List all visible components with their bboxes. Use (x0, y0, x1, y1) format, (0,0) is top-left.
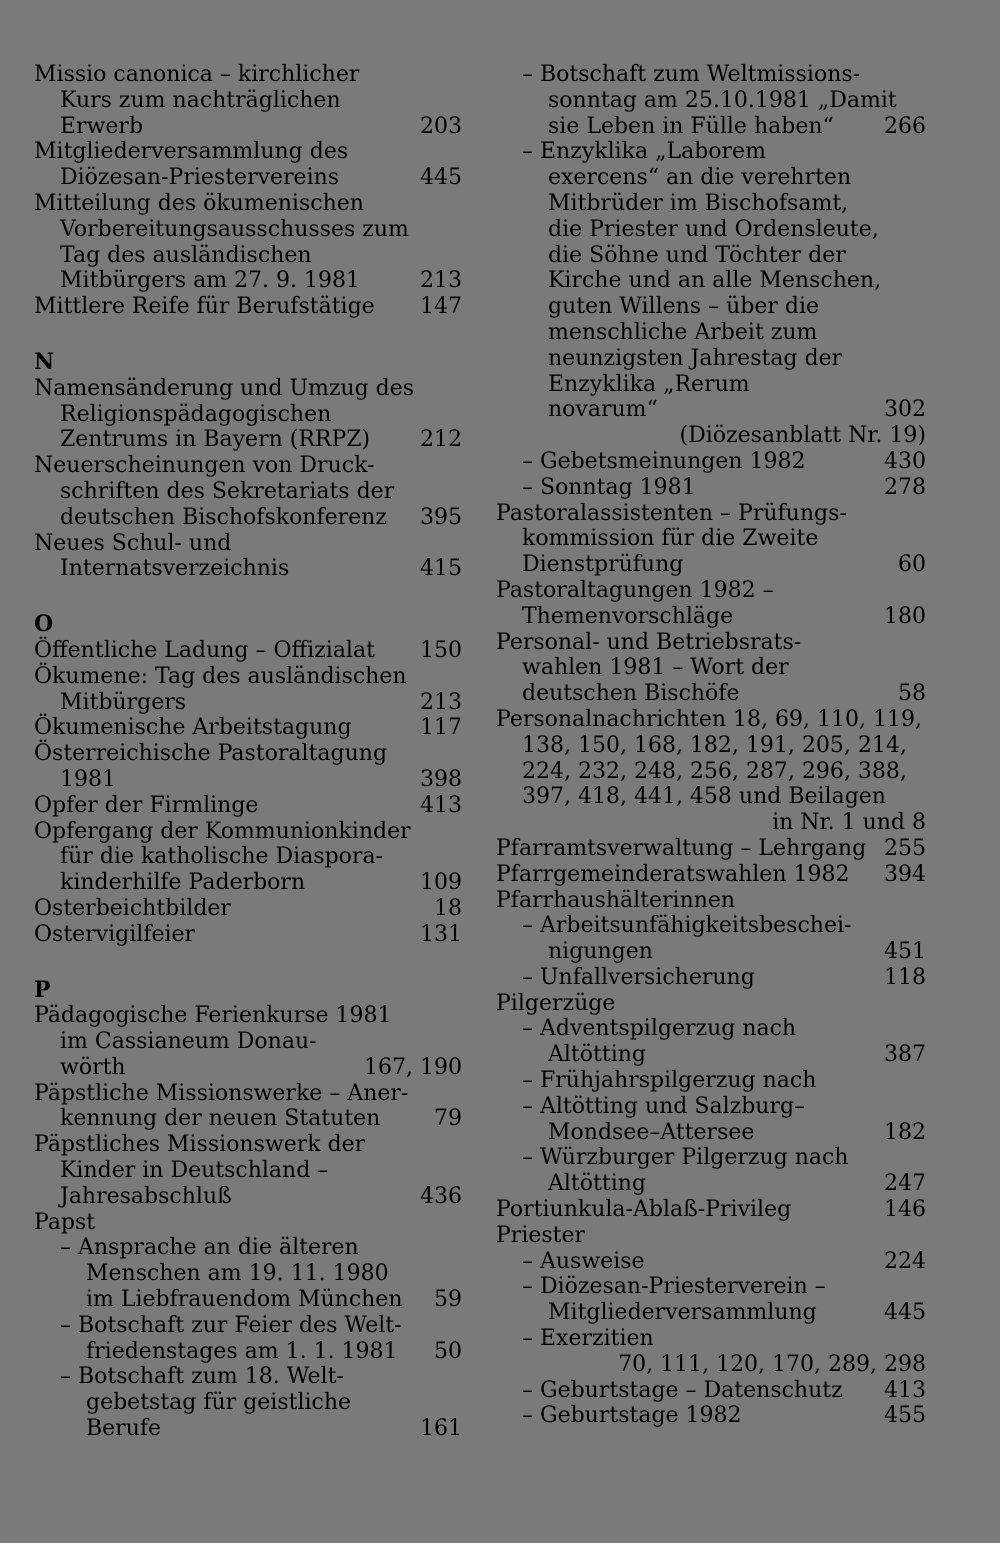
entry-text: Mitbürgers (60, 689, 187, 715)
entry-text: 397, 418, 441, 458 und Beilagen (522, 784, 886, 810)
index-entry-line (34, 844, 462, 870)
index-entry-line (496, 1068, 926, 1094)
index-entry-line (496, 114, 926, 140)
entry-text: sie Leben in Fülle haben“ (548, 113, 834, 139)
index-entry-line (496, 1249, 926, 1275)
index-entry-line (34, 1158, 462, 1184)
entry-text: Altötting (548, 1042, 646, 1068)
entry-page-ref: 50 (434, 1338, 462, 1364)
entry-text: Berufe (86, 1416, 162, 1442)
index-entry-line (34, 1364, 462, 1390)
index-entry-line (496, 423, 926, 449)
entry-text: – Geburtstage 1982 (522, 1403, 742, 1429)
entry-page-ref: 59 (434, 1287, 462, 1313)
entry-page-ref: 161 (420, 1416, 462, 1442)
index-entry-line (34, 1132, 462, 1158)
index-entry-line (34, 1313, 462, 1339)
index-entry-line (34, 1261, 462, 1287)
entry-text: Dienstprüfung (522, 552, 684, 578)
entry-text: Mitgliederversammlung des (34, 139, 349, 165)
index-entry-line (496, 913, 926, 939)
entry-text: Enzyklika „Rerum (548, 371, 750, 397)
entry-text: Pilgerzüge (496, 990, 616, 1016)
entry-text: im Cassianeum Donau- (60, 1029, 317, 1055)
index-entry-line (496, 939, 926, 965)
index-entry-line (34, 690, 462, 716)
index-entry-line (496, 1326, 926, 1352)
entry-page-ref: 394 (884, 861, 926, 887)
entry-text: Neues Schul- und (34, 530, 232, 556)
entry-text: 224, 232, 248, 256, 287, 296, 388, (522, 758, 907, 784)
entry-text: Altötting (548, 1171, 646, 1197)
index-entry-line (496, 449, 926, 475)
index-entry-line (496, 165, 926, 191)
entry-text: Erwerb (60, 113, 144, 139)
entry-text: Personalnachrichten 18, 69, 110, 119, (496, 706, 922, 732)
entry-text: Religionspädagogischen (60, 401, 332, 427)
entry-text: Kirche und an alle Menschen, (548, 268, 882, 294)
entry-page-ref: 247 (884, 1171, 926, 1197)
entry-text: Ostervigilfeier (34, 921, 196, 947)
entry-text: – Altötting und Salzburg– (522, 1093, 806, 1119)
entry-page-ref: 118 (884, 964, 926, 990)
index-entry-line (496, 268, 926, 294)
entry-page-ref: 203 (420, 113, 462, 139)
index-entry-line (34, 819, 462, 845)
index-entry-line (496, 733, 926, 759)
entry-page-ref: 387 (884, 1042, 926, 1068)
entry-text: Päpstliche Missionswerke – Aner- (34, 1080, 409, 1106)
entry-page-ref: 266 (884, 113, 926, 139)
entry-text: die Priester und Ordensleute, (548, 216, 879, 242)
index-entry-line (496, 139, 926, 165)
index-entry-line (34, 427, 462, 453)
entry-page-ref: 167, 190 (364, 1054, 462, 1080)
index-entry-line (496, 888, 926, 914)
index-entry-line (496, 862, 926, 888)
index-entry-line (496, 655, 926, 681)
index-entry-line (496, 836, 926, 862)
index-entry-line (34, 479, 462, 505)
entry-text: – Gebetsmeinungen 1982 (522, 448, 806, 474)
index-entry-line (34, 664, 462, 690)
entry-text: – Exerzitien (522, 1326, 654, 1352)
entry-text: Papst (34, 1209, 96, 1235)
entry-text: Päpstliches Missionswerk der (34, 1132, 366, 1158)
index-entry-line (496, 372, 926, 398)
index-entry-line (34, 114, 462, 140)
entry-page-ref: 60 (898, 552, 926, 578)
entry-text: Öffentliche Ladung – Offizialat (34, 637, 375, 663)
entry-text: Missio canonica – kirchlicher (34, 62, 360, 87)
index-entry-line (34, 294, 462, 320)
entry-text: – Botschaft zur Feier des Welt- (60, 1312, 402, 1338)
entry-text: Pädagogische Ferienkurse 1981 (34, 1003, 392, 1029)
index-entry-line (34, 922, 462, 948)
index-entry-line (34, 1210, 462, 1236)
entry-text: guten Willens – über die (548, 294, 819, 320)
entry-text: Ökumene: Tag des ausländischen (34, 663, 407, 689)
index-entry-line (34, 715, 462, 741)
entry-page-ref: 180 (884, 603, 926, 629)
entry-text: friedenstages am 1. 1. 1981 (86, 1338, 398, 1364)
entry-page-ref: 395 (420, 504, 462, 530)
entry-text: wörth (60, 1054, 126, 1080)
entry-text: kinderhilfe Paderborn (60, 870, 306, 896)
index-entry-line (496, 784, 926, 810)
entry-page-ref: (Diözesanblatt Nr. 19) (679, 423, 926, 449)
entry-page-ref: 213 (420, 689, 462, 715)
entry-text: novarum“ (548, 397, 658, 423)
entry-text: kommission für die Zweite (522, 526, 819, 552)
entry-text: Diözesan-Priestervereins (60, 165, 340, 191)
entry-page-ref: 212 (420, 427, 462, 453)
index-entry-line (34, 793, 462, 819)
entry-page-ref: 109 (420, 870, 462, 896)
entry-text: Pfarrgemeinderatswahlen 1982 (496, 861, 850, 887)
entry-text: – Adventspilgerzug nach (522, 1016, 797, 1042)
index-entry-line (34, 1235, 462, 1261)
index-column-right (496, 62, 926, 1429)
entry-text: – Geburtstage – Datenschutz (522, 1377, 843, 1403)
entry-text: für die katholische Diaspora- (60, 844, 383, 870)
index-entry-line (34, 767, 462, 793)
entry-text: im Liebfrauendom München (86, 1287, 403, 1313)
index-entry-line (496, 397, 926, 423)
index-entry-line (34, 217, 462, 243)
entry-text: Osterbeichtbilder (34, 895, 231, 921)
entry-page-ref: 131 (420, 921, 462, 947)
entry-page-ref: 398 (420, 766, 462, 792)
section-letter-heading: O (34, 611, 54, 638)
index-entry-line (34, 556, 462, 582)
index-entry-line (496, 1274, 926, 1300)
entry-page-ref: 150 (420, 637, 462, 663)
index-entry-line (34, 402, 462, 428)
index-entry-line (34, 1184, 462, 1210)
index-entry-line (496, 1197, 926, 1223)
index-entry-line (34, 139, 462, 165)
entry-text: Jahresabschluß (60, 1183, 232, 1209)
index-entry-line (34, 638, 462, 664)
index-entry-line (496, 475, 926, 501)
entry-text: wahlen 1981 – Wort der (522, 655, 789, 681)
index-entry-line (34, 88, 462, 114)
index-entry-line (496, 1042, 926, 1068)
index-entry-line (496, 759, 926, 785)
index-entry-line (496, 965, 926, 991)
entry-text: – Arbeitsunfähigkeitsbeschei- (522, 913, 852, 939)
entry-text: Mittlere Reife für Berufstätige (34, 294, 375, 320)
entry-text: sonntag am 25.10.1981 „Damit (548, 87, 897, 113)
index-entry-line (496, 62, 926, 88)
index-entry-line (496, 191, 926, 217)
index-entry-line (496, 1016, 926, 1042)
index-entry-line (34, 1055, 462, 1081)
entry-text: – Diözesan-Priesterverein – (522, 1274, 826, 1300)
entry-text: – Ausweise (522, 1248, 645, 1274)
index-entry-line (34, 1390, 462, 1416)
entry-page-ref: 79 (434, 1106, 462, 1132)
entry-page-ref: 146 (884, 1197, 926, 1223)
index-entry-line (34, 268, 462, 294)
entry-text: Internatsverzeichnis (60, 556, 290, 582)
index-entry-line (496, 88, 926, 114)
index-entry-line (496, 578, 926, 604)
entry-text: Ökumenische Arbeitstagung (34, 715, 352, 741)
index-entry-line (496, 1352, 926, 1378)
index-entry-line (34, 1029, 462, 1055)
index-entry-line (496, 501, 926, 527)
index-entry-line (34, 62, 462, 88)
index-entry-line (34, 1339, 462, 1365)
entry-text: 138, 150, 168, 182, 191, 205, 214, (522, 732, 907, 758)
entry-text: neunzigsten Jahrestag der (548, 345, 843, 371)
index-entry-line (496, 1120, 926, 1146)
entry-text: Mitbrüder im Bischofsamt, (548, 190, 849, 216)
entry-page-ref: 302 (884, 397, 926, 423)
index-entry-line (34, 1106, 462, 1132)
index-entry-line (496, 1378, 926, 1404)
entry-text: Vorbereitungsausschusses zum (60, 216, 409, 242)
entry-text: – Botschaft zum 18. Welt- (60, 1364, 344, 1390)
entry-page-ref: 213 (420, 268, 462, 294)
entry-text: – Ansprache an die älteren (60, 1235, 359, 1261)
entry-page-ref: 430 (884, 448, 926, 474)
entry-text: menschliche Arbeit zum (548, 319, 818, 345)
index-entry-line (496, 604, 926, 630)
index-entry-line (496, 707, 926, 733)
index-entry-line (34, 1081, 462, 1107)
index-entry-line (34, 165, 462, 191)
entry-text: – Sonntag 1981 (522, 474, 696, 500)
entry-text: Namensänderung und Umzug des (34, 375, 415, 401)
index-entry-line (34, 1416, 462, 1442)
entry-page-ref: 147 (420, 294, 462, 320)
entry-text: 1981 (60, 766, 116, 792)
entry-text: Priester (496, 1222, 586, 1248)
entry-text: Kinder in Deutschland – (60, 1158, 329, 1184)
section-letter-heading: N (34, 348, 55, 375)
entry-text: Mitgliederversammlung (548, 1300, 817, 1326)
index-entry-line (34, 896, 462, 922)
index-entry-line (34, 741, 462, 767)
index-entry-line (496, 294, 926, 320)
entry-page-ref: 413 (420, 792, 462, 818)
index-column-left (34, 62, 462, 1442)
entry-page-ref: 451 (884, 939, 926, 965)
index-entry-line (496, 243, 926, 269)
entry-text: Zentrums in Bayern (RRPZ) (60, 427, 371, 453)
entry-page-ref: 255 (884, 835, 926, 861)
entry-text: – Botschaft zum Weltmissions- (522, 62, 861, 87)
entry-page-ref: 117 (420, 715, 462, 741)
index-entry-line (34, 453, 462, 479)
entry-page-ref: 278 (884, 474, 926, 500)
index-entry-line (34, 870, 462, 896)
entry-text: – Frühjahrspilgerzug nach (522, 1068, 817, 1094)
entry-page-ref: 455 (884, 1403, 926, 1429)
index-entry-line (496, 526, 926, 552)
entry-text: Opfer der Firmlinge (34, 792, 259, 818)
entry-text: Pfarrhaushälterinnen (496, 887, 736, 913)
index-entry-line (496, 1223, 926, 1249)
entry-text: kennung der neuen Statuten (60, 1106, 381, 1132)
entry-page-ref: 445 (884, 1300, 926, 1326)
entry-text: gebetstag für geistliche (86, 1390, 352, 1416)
entry-page-ref: 70, 111, 120, 170, 289, 298 (618, 1351, 926, 1377)
entry-text: Pastoralassistenten – Prüfungs- (496, 500, 847, 526)
entry-text: Themenvorschläge (522, 603, 734, 629)
entry-page-ref: 413 (884, 1377, 926, 1403)
entry-text: deutschen Bischofskonferenz (60, 504, 387, 530)
entry-text: Menschen am 19. 11. 1980 (86, 1261, 389, 1287)
entry-text: – Unfallversicherung (522, 964, 755, 990)
entry-text: deutschen Bischöfe (522, 681, 740, 707)
index-entry-line (34, 376, 462, 402)
entry-text: Mondsee–Attersee (548, 1119, 755, 1145)
index-entry-line (496, 681, 926, 707)
entry-page-ref: in Nr. 1 und 8 (772, 810, 926, 836)
entry-text: Neuerscheinungen von Druck- (34, 453, 375, 479)
entry-page-ref: 58 (898, 681, 926, 707)
index-entry-line (496, 217, 926, 243)
index-entry-line (496, 810, 926, 836)
entry-text: Tag des ausländischen (60, 242, 312, 268)
index-entry-line (34, 191, 462, 217)
index-entry-line (496, 320, 926, 346)
index-entry-line (496, 552, 926, 578)
entry-text: schriften des Sekretariats der (60, 478, 395, 504)
entry-text: Österreichische Pastoraltagung (34, 741, 388, 767)
entry-text: – Würzburger Pilgerzug nach (522, 1145, 849, 1171)
index-entry-line (496, 1171, 926, 1197)
entry-text: Personal- und Betriebsrats- (496, 629, 802, 655)
index-entry-line (496, 1403, 926, 1429)
index-entry-line (34, 505, 462, 531)
entry-text: exercens“ an die verehrten (548, 165, 852, 191)
index-entry-line (496, 1094, 926, 1120)
index-entry-line (34, 1003, 462, 1029)
entry-text: Pfarramtsverwaltung – Lehrgang (496, 835, 867, 861)
entry-text: Mitbürgers am 27. 9. 1981 (60, 268, 360, 294)
entry-page-ref: 18 (434, 895, 462, 921)
index-entry-line (496, 1300, 926, 1326)
entry-text: – Enzyklika „Laborem (522, 139, 766, 165)
index-entry-line (496, 991, 926, 1017)
index-entry-line (496, 346, 926, 372)
section-letter-heading: P (34, 976, 51, 1003)
entry-page-ref: 415 (420, 556, 462, 582)
entry-page-ref: 436 (420, 1183, 462, 1209)
index-entry-line (34, 531, 462, 557)
index-entry-line (34, 243, 462, 269)
entry-text: Opfergang der Kommunionkinder (34, 818, 411, 844)
entry-text: Portiunkula-Ablaß-Privileg (496, 1197, 792, 1223)
entry-page-ref: 182 (884, 1119, 926, 1145)
index-entry-line (34, 1287, 462, 1313)
entry-text: Kurs zum nachträglichen (60, 87, 341, 113)
index-entry-line (496, 630, 926, 656)
entry-page-ref: 224 (884, 1248, 926, 1274)
entry-text: die Söhne und Töchter der (548, 242, 846, 268)
entry-text: Mitteilung des ökumenischen (34, 190, 364, 216)
index-entry-line (496, 1145, 926, 1171)
entry-page-ref: 445 (420, 165, 462, 191)
entry-text: Pastoraltagungen 1982 – (496, 577, 774, 603)
entry-text: nigungen (548, 939, 653, 965)
